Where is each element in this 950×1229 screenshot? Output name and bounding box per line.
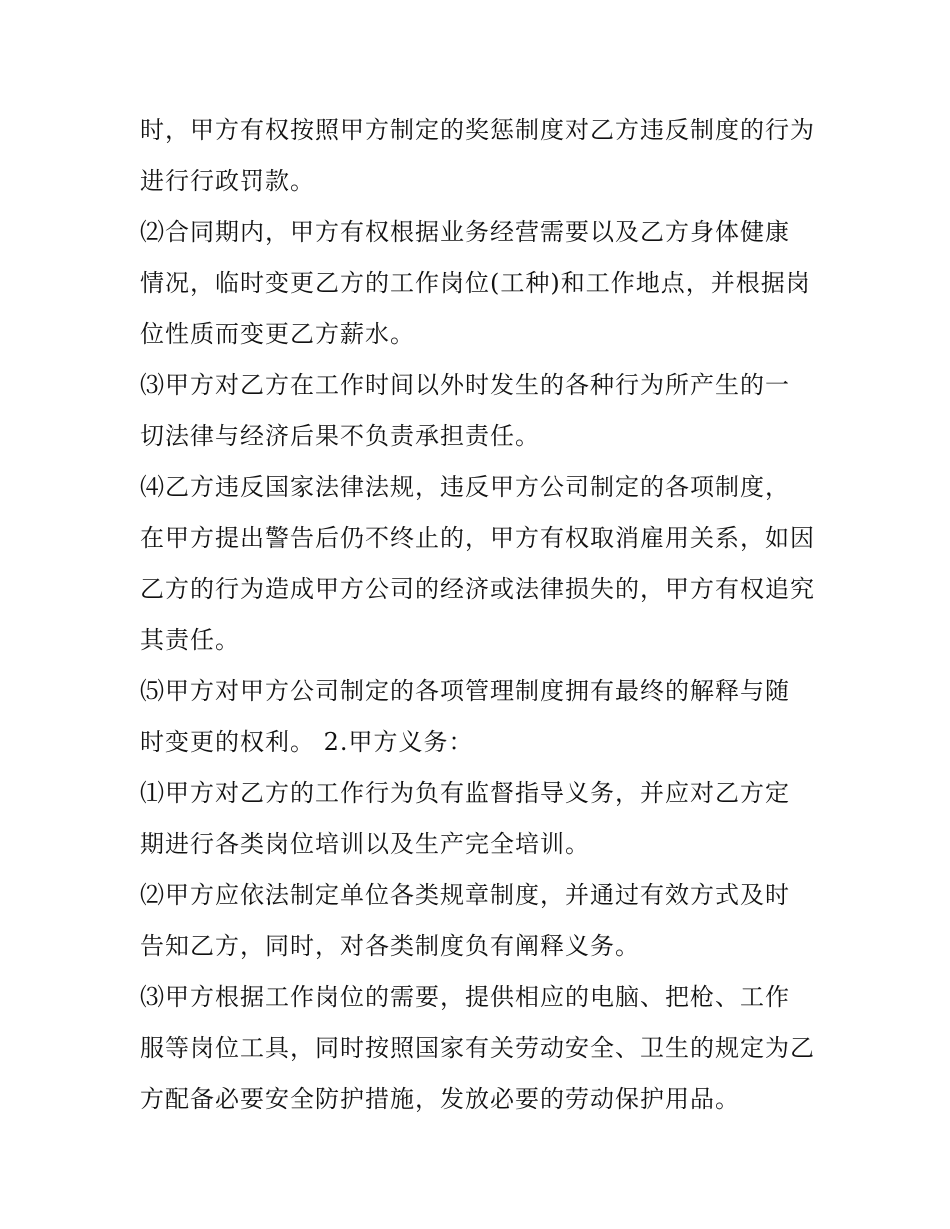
text-line: 在甲方提出警告后仍不终止的，甲方有权取消雇用关系，如因 (140, 524, 815, 552)
text-line: 乙方的行为造成甲方公司的经济或法律损失的，甲方有权追究 (140, 575, 815, 603)
text-line: ⑶甲方根据工作岗位的需要，提供相应的电脑、把枪、工作 (140, 983, 790, 1011)
text-line: ⑸甲方对甲方公司制定的各项管理制度拥有最终的解释与随 (140, 677, 790, 705)
text-line: 其责任。 (140, 626, 240, 654)
text-line: 时变更的权利。 2.甲方义务： (140, 728, 474, 756)
text-line: ⑷乙方违反国家法律法规，违反甲方公司制定的各项制度， (140, 473, 790, 501)
text-line: 服等岗位工具，同时按照国家有关劳动安全、卫生的规定为乙 (140, 1034, 815, 1062)
text-line: ⑶甲方对乙方在工作时间以外时发生的各种行为所产生的一 (140, 371, 790, 399)
text-line: 情况，临时变更乙方的工作岗位(工种)和工作地点，并根据岗 (140, 269, 811, 297)
text-line: 切法律与经济后果不负责承担责任。 (140, 422, 540, 450)
text-line: 期进行各类岗位培训以及生产完全培训。 (140, 830, 590, 858)
text-line: ⑴甲方对乙方的工作行为负有监督指导义务，并应对乙方定 (140, 779, 790, 807)
text-line: 进行行政罚款。 (140, 167, 315, 195)
text-line: 时，甲方有权按照甲方制定的奖惩制度对乙方违反制度的行为 (140, 116, 815, 144)
text-line: 告知乙方，同时，对各类制度负有阐释义务。 (140, 932, 640, 960)
text-line: 位性质而变更乙方薪水。 (140, 320, 415, 348)
text-line: 方配备必要安全防护措施，发放必要的劳动保护用品。 (140, 1085, 740, 1113)
text-line: ⑵甲方应依法制定单位各类规章制度，并通过有效方式及时 (140, 881, 790, 909)
text-line: ⑵合同期内，甲方有权根据业务经营需要以及乙方身体健康 (140, 218, 790, 246)
